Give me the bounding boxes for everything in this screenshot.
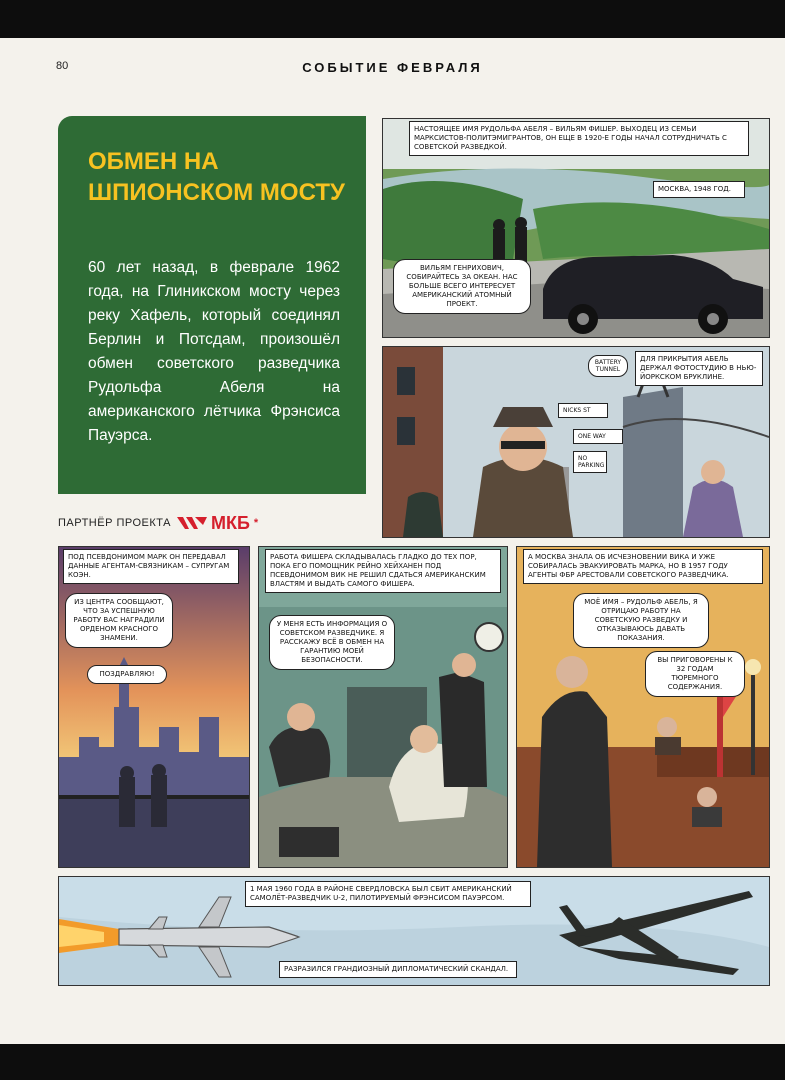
- sign-no-parking: NO PARKING: [573, 451, 607, 473]
- mkb-logo: [177, 513, 258, 534]
- comic-panel-brooklyn: [382, 346, 770, 538]
- panel-courtroom-bubble-2: ВЫ ПРИГОВОРЕНЫ К 32 ГОДАМ ТЮРЕМНОГО СОДЕРЖАНИЯ.: [645, 651, 745, 697]
- project-partner: [58, 512, 258, 534]
- panel-courtroom-bubble-1: МОЁ ИМЯ – РУДОЛЬФ АБЕЛЬ, Я ОТРИЦАЮ РАБОТУ НА СОВЕТСКУЮ РАЗВЕДКУ И ОТКАЗЫВАЮСЬ ДАВАТЬ ПОКАЗАНИЯ.: [573, 593, 709, 648]
- article-intro: 60 лет назад, в феврале 1962 года, на Глиникском мосту через реку Хафель, который соединял Берлин и Потсдам, произошёл обмен советского разведчика Рудольфа Абеля на американского лётчика Фрэнсиса Пауэрса.: [88, 259, 340, 444]
- panel-night-city-bubble-1: ИЗ ЦЕНТРА СООБЩАЮТ, ЧТО ЗА УСПЕШНУЮ РАБОТУ ВАС НАГРАДИЛИ ОРДЕНОМ КРАСНОГО ЗНАМЕНИ.: [65, 593, 173, 648]
- panel-moscow-speech-bubble: ВИЛЬЯМ ГЕНРИХОВИЧ, СОБИРАЙТЕСЬ ЗА ОКЕАН. НАС БОЛЬШЕ ВСЕГО ИНТЕРЕСУЕТ АМЕРИКАНСКИЙ АТОМНЫЙ ПРОЕКТ.: [393, 259, 531, 314]
- panel-moscow-caption: НАСТОЯЩЕЕ ИМЯ РУДОЛЬФА АБЕЛЯ – ВИЛЬЯМ ФИШЕР. ВЫХОДЕЦ ИЗ СЕМЬИ МАРКСИСТОВ-ПОЛИТЭМИГРАНТОВ, ОН ЕЩЕ В 1920-Е ГОДЫ НАЧАЛ СОТРУДНИЧАТЬ С СОВЕТСКОЙ РАЗВЕДКОЙ.: [409, 121, 749, 156]
- panel-moscow-place: МОСКВА, 1948 ГОД.: [653, 181, 745, 198]
- panel-night-city-caption: ПОД ПСЕВДОНИМОМ МАРК ОН ПЕРЕДАВАЛ ДАННЫЕ АГЕНТАМ-СВЯЗНИКАМ – СУПРУГАМ КОЭН.: [63, 549, 239, 584]
- panel-office-caption: РАБОТА ФИШЕРА СКЛАДЫВАЛАСЬ ГЛАДКО ДО ТЕХ ПОР, ПОКА ЕГО ПОМОЩНИК РЕЙНО ХЕЙХАНЕН ПОД ПСЕВДОНИМОМ ВИК НЕ РЕШИЛ СДАТЬСЯ АМЕРИКАНСКИМ ВЛАСТЯМ И ВЫДАТЬ САМОГО ФИШЕРА.: [265, 549, 501, 593]
- mkb-logo-icon: [177, 515, 207, 531]
- sign-street: NICKS ST: [558, 403, 608, 418]
- partner-label: ПАРТНЁР ПРОЕКТА: [58, 517, 171, 529]
- article-title: ОБМЕН НА ШПИОНСКОМ МОСТУ: [88, 148, 345, 206]
- magazine-page: [0, 38, 785, 1044]
- section-title: СОБЫТИЕ ФЕВРАЛЯ: [302, 60, 483, 75]
- panel-u2-caption-2: РАЗРАЗИЛСЯ ГРАНДИОЗНЫЙ ДИПЛОМАТИЧЕСКИЙ СКАНДАЛ.: [279, 961, 517, 978]
- mkb-star: *: [253, 517, 259, 529]
- comic-panel-night-city: [58, 546, 250, 868]
- panel-u2-caption-1: 1 МАЯ 1960 ГОДА В РАЙОНЕ СВЕРДЛОВСКА БЫЛ СБИТ АМЕРИКАНСКИЙ САМОЛЁТ-РАЗВЕДЧИК U-2, ПИЛОТИРУЕМЫЙ ФРЭНСИСОМ ПАУЭРСОМ.: [245, 881, 531, 907]
- panel-courtroom-caption: А МОСКВА ЗНАЛА ОБ ИСЧЕЗНОВЕНИИ ВИКА И УЖЕ СОБИРАЛАСЬ ЭВАКУИРОВАТЬ МАРКА, НО В 1957 ГОДУ АГЕНТЫ ФБР АРЕСТОВАЛИ СОВЕТСКОГО РАЗВЕДЧИКА.: [523, 549, 763, 584]
- panel-office-speech-bubble: У МЕНЯ ЕСТЬ ИНФОРМАЦИЯ О СОВЕТСКОМ РАЗВЕДЧИКЕ. Я РАССКАЖУ ВСЁ В ОБМЕН НА ГАРАНТИЮ МОЕЙ БЕЗОПАСНОСТИ.: [269, 615, 395, 670]
- comic-panel-moscow: [382, 118, 770, 338]
- sign-tunnel: BATTERY TUNNEL: [588, 355, 628, 377]
- article-title-box: [58, 116, 366, 494]
- page-number: 80: [56, 60, 69, 72]
- sign-one-way: ONE WAY: [573, 429, 623, 444]
- panel-brooklyn-caption: ДЛЯ ПРИКРЫТИЯ АБЕЛЬ ДЕРЖАЛ ФОТОСТУДИЮ В НЬЮ-ЙОРКСКОМ БРУКЛИНЕ.: [635, 351, 763, 386]
- comic-panel-office: [258, 546, 508, 868]
- comic-panel-u2: [58, 876, 770, 986]
- mkb-brand-name: МКБ: [210, 512, 250, 533]
- panel-night-city-bubble-2: ПОЗДРАВЛЯЮ!: [87, 665, 167, 684]
- comic-panel-courtroom: [516, 546, 770, 868]
- office-scene: [259, 547, 507, 867]
